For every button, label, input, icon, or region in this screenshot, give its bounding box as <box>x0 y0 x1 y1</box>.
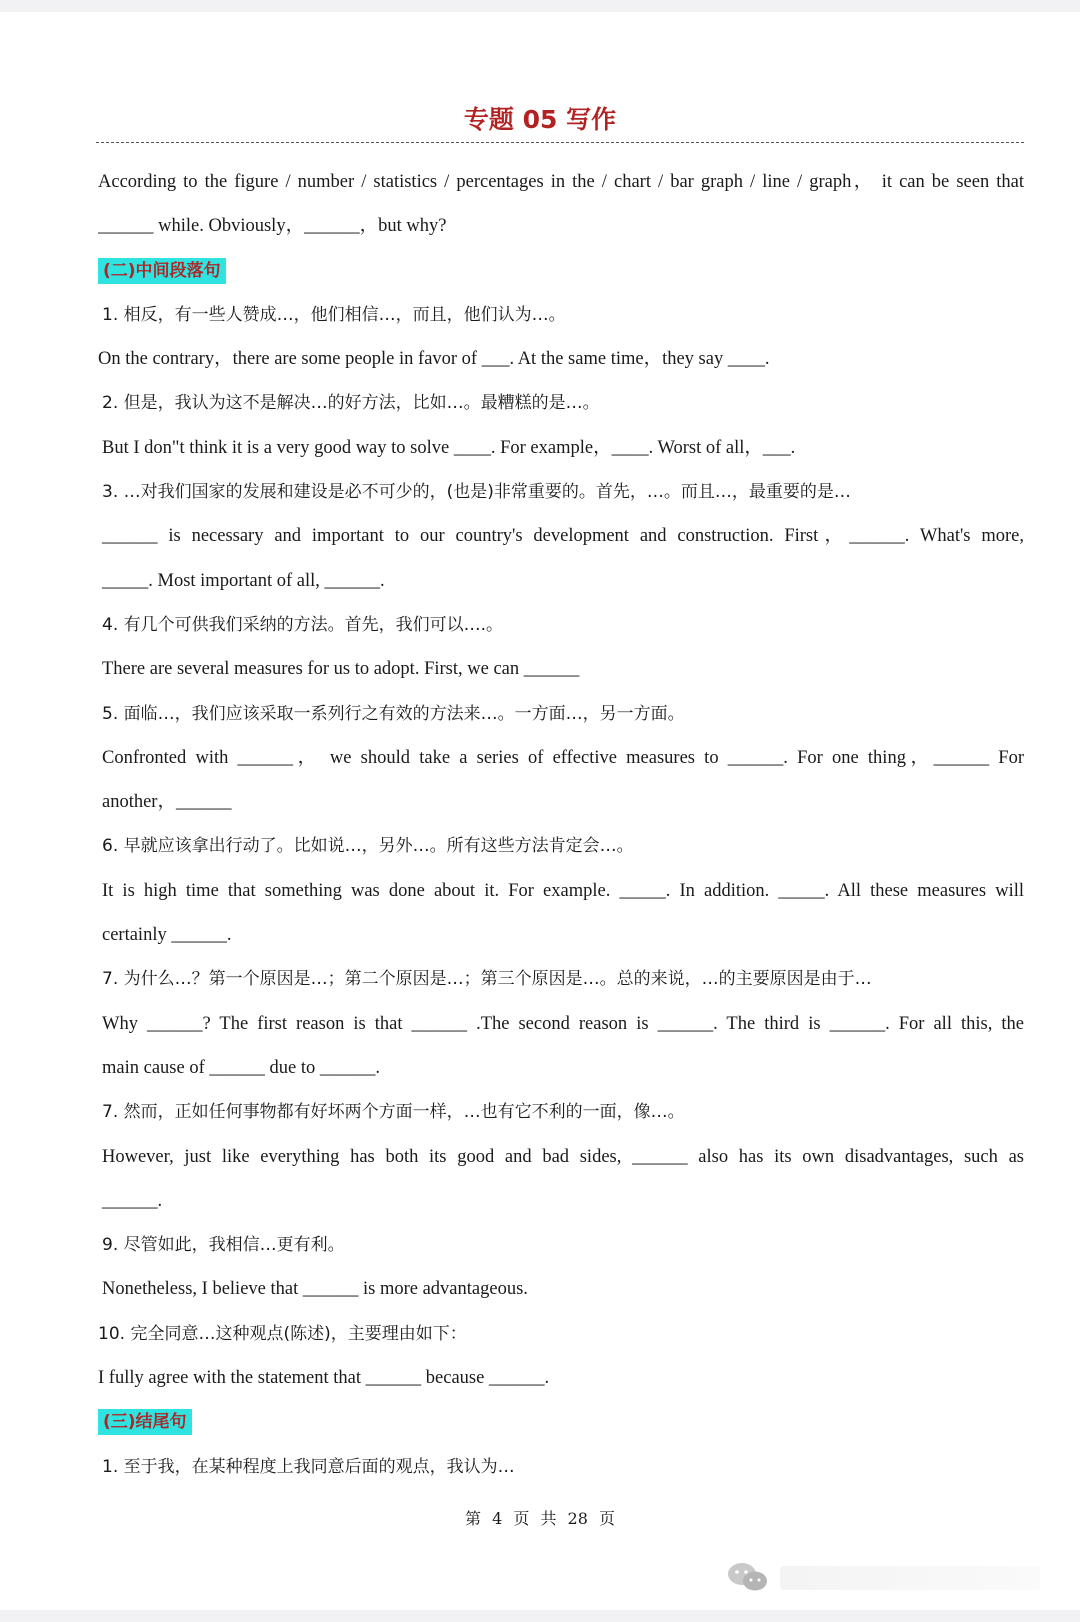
wechat-icon <box>726 1560 770 1594</box>
document-body <box>98 160 1024 1489</box>
section-heading: (三)结尾句 <box>98 1409 192 1435</box>
english-sentence: main cause of ______ due to ______. <box>102 1057 380 1078</box>
english-sentence: _____. Most important of all, ______. <box>102 570 385 591</box>
english-sentence: It is high time that something was done about it. For example. _____. In addition. _____. All these measures will <box>102 880 1024 901</box>
english-sentence: However, just like everything has both its good and bad sides, ______ also has its own disadvantages, such as <box>102 1146 1024 1167</box>
english-sentence: Nonetheless, I believe that ______ is more advantageous. <box>102 1279 528 1300</box>
english-sentence: another，______ <box>102 792 232 813</box>
chinese-sentence: 5. 面临…，我们应该采取一系列行之有效的方法来…。一方面…，另一方面。 <box>102 703 685 724</box>
page-title: 专题 05 写作 <box>463 105 617 134</box>
english-sentence: ______ while. Obviously，______，but why? <box>98 216 447 237</box>
english-sentence: ______. <box>102 1190 163 1211</box>
chinese-sentence: 7. 然而，正如任何事物都有好坏两个方面一样，…也有它不利的一面，像…。 <box>102 1102 685 1123</box>
english-sentence: certainly ______. <box>102 925 232 946</box>
chinese-sentence: 1. 至于我，在某种程度上我同意后面的观点，我认为… <box>102 1456 515 1477</box>
english-sentence: I fully agree with the statement that ______ because ______. <box>98 1368 550 1389</box>
english-sentence: Why ______? The first reason is that ______ .The second reason is ______. The third is ______. For all this, the <box>102 1013 1024 1034</box>
chinese-sentence: 4. 有几个可供我们采纳的方法。首先，我们可以….。 <box>102 614 504 635</box>
section-heading-row <box>98 1400 1024 1444</box>
chinese-sentence: 2. 但是，我认为这不是解决…的好方法，比如…。最糟糕的是…。 <box>102 393 600 414</box>
english-sentence: There are several measures for us to adopt. First, we can ______ <box>102 659 580 680</box>
english-sentence: ______ is necessary and important to our country's development and construction. First，______. What's more, <box>102 526 1024 547</box>
title-divider <box>96 142 1024 143</box>
english-sentence: On the contrary，there are some people in favor of ___. At the same time，they say ____. <box>98 349 770 370</box>
section-heading-row <box>98 249 1024 293</box>
english-sentence: But I don"t think it is a very good way to solve ____. For example，____. Worst of all，___. <box>102 437 796 458</box>
chinese-sentence: 1. 相反，有一些人赞成…，他们相信…，而且，他们认为…。 <box>102 304 566 325</box>
english-sentence: According to the figure / number / statistics / percentages in the / chart / bar graph / line / graph， it can be seen that <box>98 172 1024 192</box>
section-heading: (二)中间段落句 <box>98 258 226 284</box>
english-sentence: Confronted with ______， we should take a series of effective measures to ______. For one thing，______ For <box>102 747 1024 768</box>
chinese-sentence: 6. 早就应该拿出行动了。比如说…，另外…。所有这些方法肯定会…。 <box>102 836 634 857</box>
chinese-sentence: 7. 为什么…？第一个原因是…；第二个原因是…；第三个原因是…。总的来说，…的主要原因是由于… <box>102 969 872 990</box>
chinese-sentence: 3. …对我们国家的发展和建设是必不可少的，(也是)非常重要的。首先，…。而且…，最重要的是… <box>102 482 851 503</box>
chinese-sentence: 9. 尽管如此，我相信…更有利。 <box>102 1235 345 1256</box>
document-page <box>0 12 1080 1610</box>
page-footer: 第 4 页 共 28 页 <box>465 1509 615 1528</box>
chinese-sentence: 10. 完全同意…这种观点(陈述)，主要理由如下： <box>98 1323 467 1344</box>
watermark-blur <box>780 1566 1040 1590</box>
